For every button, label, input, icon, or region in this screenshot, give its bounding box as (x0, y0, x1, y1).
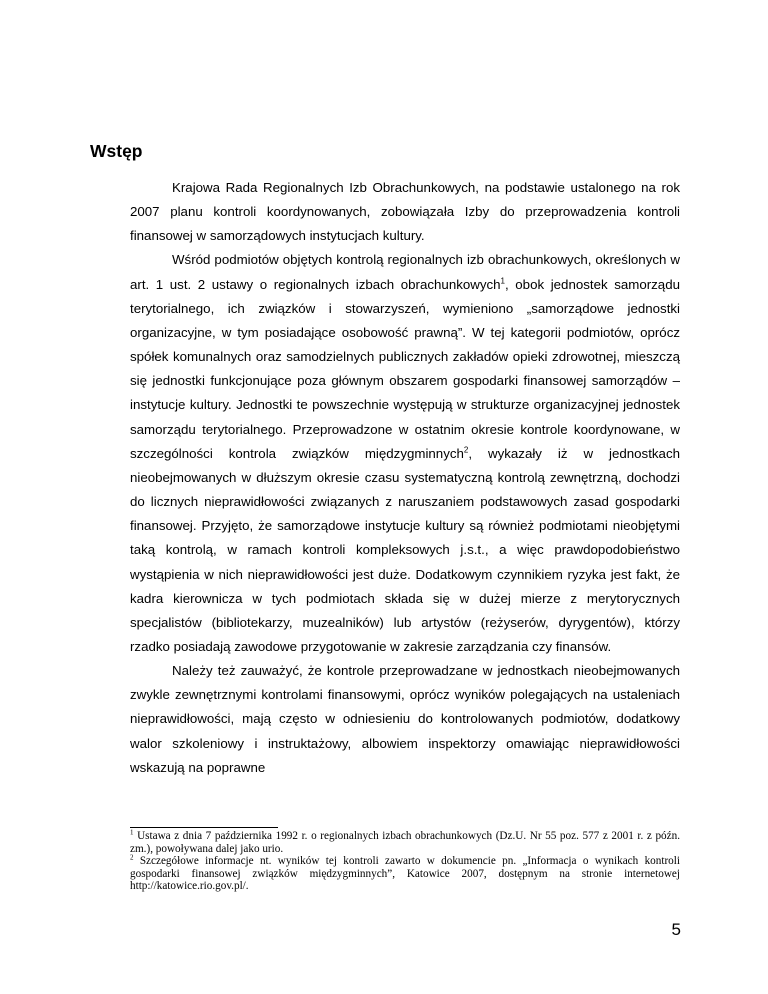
body-text (130, 176, 680, 780)
paragraph-1: Krajowa Rada Regionalnych Izb Obrachunkowych, na podstawie ustalonego na rok 2007 planu kontroli koordynowanych, zobowiązała Izby do przeprowadzenia kontroli finansowej w samorządowych instytucjach kultury. (130, 180, 680, 244)
paragraph-2-part-2: , obok jednostek samorządu terytorialnego, ich związków i stowarzyszeń, wymieniono „samorządowe jednostki organizacyjne, w tym posiadające osobowość prawną”. W tej kategorii podmiotów, oprócz spółek komunalnych oraz samodzielnych publicznych zakładów opieki zdrowotnej, mieszczą się jednostki funkcjonujące poza głównym obszarem gospodarki finansowej samorządów – instytucje kultury. Jednostki te powszechnie występują w strukturze organizacyjnej jednostek samorządu terytorialnego. Przeprowadzone w ostatnim okresie kontrole koordynowane, w szczególności kontrola związków międzygminnych (130, 276, 680, 461)
footnote-1-text: Ustawa z dnia 7 października 1992 r. o regionalnych izbach obrachunkowych (Dz.U. Nr 55 poz. 577 z 2001 r. z późn. zm.), powoływana dalej jako urio. (130, 830, 680, 855)
footnote-2-marker: 2 (130, 853, 134, 862)
footnote-2 (130, 855, 680, 893)
footnotes (130, 830, 680, 893)
footnote-2-text: Szczegółowe informacje nt. wyników tej kontroli zawarto w dokumencie pn. „Informacja o wynikach kontroli gospodarki finansowej związków międzygminnych”, Katowice 2007, dostępnym na stronie internetowej http://katowice.rio.gov.pl/. (130, 855, 680, 892)
page-number: 5 (671, 920, 681, 939)
footnote-ref-1: 1 (500, 276, 505, 286)
footnote-separator (130, 827, 278, 828)
section-heading: Wstęp (90, 141, 143, 161)
footnote-1-marker: 1 (130, 828, 134, 837)
paragraph-3: Należy też zauważyć, że kontrole przeprowadzane w jednostkach nieobejmowanych zwykle zewnętrznymi kontrolami finansowymi, oprócz wyników polegających na ustaleniach nieprawidłowości, mają często w odniesieniu do kontrolowanych podmiotów, dodatkowy walor szkoleniowy i instruktażowy, albowiem inspektorzy omawiając nieprawidłowości wskazują na poprawne (130, 663, 680, 775)
paragraph-2 (130, 248, 680, 659)
footnote-1 (130, 830, 680, 855)
paragraph-2-part-3: , wykazały iż w jednostkach nieobejmowanych w dłuższym okresie czasu systematyczną kontrolą zewnętrzną, dochodzi do licznych nieprawidłowości związanych z naruszaniem podstawowych zasad gospodarki finansowej. Przyjęto, że samorządowe instytucje kultury są również podmiotami nieobjętymi taką kontrolą, w ramach kontroli kompleksowych j.s.t., a więc prawdopodobieństwo wystąpienia w nich nieprawidłowości jest duże. Dodatkowym czynnikiem ryzyka jest fakt, że kadra kierownicza w tych podmiotach składa się w dużej mierze z merytorycznych specjalistów (bibliotekarzy, muzealników) lub artystów (reżyserów, dyrygentów), którzy rzadko posiadają zawodowe przygotowanie w zakresie zarządzania czy finansów. (130, 445, 680, 654)
paragraph-2-part-1: Wśród podmiotów objętych kontrolą regionalnych izb obrachunkowych, określonych w art. 1 ust. 2 ustawy o regionalnych izbach obrachunkowych (130, 252, 680, 292)
footnote-ref-2: 2 (463, 445, 469, 455)
